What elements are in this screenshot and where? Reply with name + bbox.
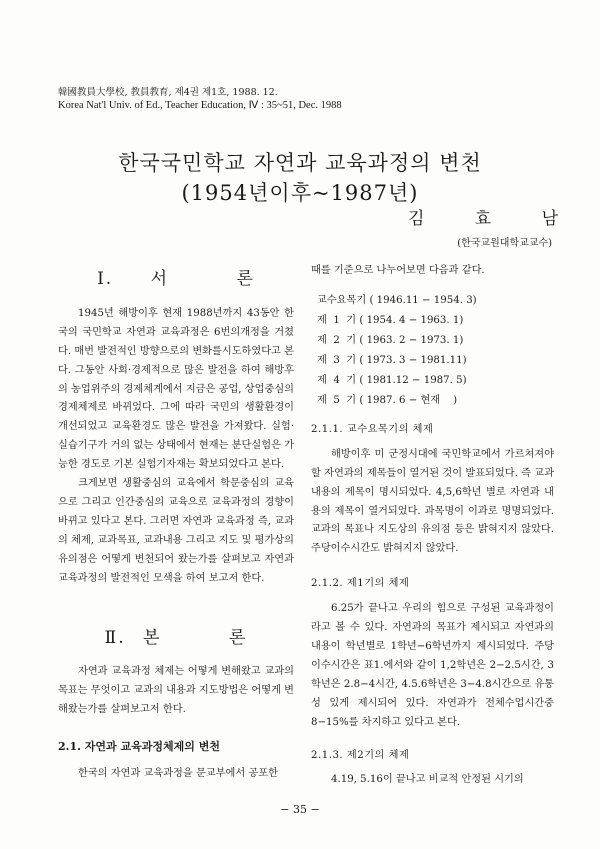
paragraph: 때를 기준으로 나누어보면 다음과 같다. — [311, 265, 485, 276]
paper-subtitle: (1954년이후~1987년) — [181, 181, 419, 205]
paragraph: 자연과 교육과정 체제는 어떻게 변해왔고 교과의 목표는 무엇이고 교과의 내용과 지도방법은 어떻게 변해왔는가를 살펴보고저 한다. — [58, 666, 294, 716]
author-char: 효 — [474, 209, 492, 229]
paragraph: 크게보면 생활중심의 교육에서 학문중심의 교육으로 그리고 인간중심의 교육으로 교육과정의 경향이 바뀌고 있다고 본다. 그러면 자연과 교육과정 즉, 교과의 체제, 교과목표, 교과내용 그리고 지도 및 평가상의 유의점은 어떻게 변천되어 왔는가를 살펴보고 자연과 교육과정의 발전적인 모색을 하여 보고저 한다. — [58, 478, 294, 584]
author-affiliation: (한국교원대학교교수) — [457, 238, 552, 249]
subsection-heading: 2.1.3. 제2기의 체제 — [311, 749, 410, 761]
left-column — [58, 262, 294, 784]
author-char: 남 — [541, 209, 558, 229]
period-item: 제 2 기 ( 1963. 2 − 1973. 1) — [317, 334, 464, 346]
section-heading-body: Ⅱ. 본 론 — [104, 627, 248, 648]
subsection-heading: 2.1.1. 교수요목기의 체제 — [311, 423, 434, 435]
author-name — [408, 204, 558, 229]
subsection-heading: 2.1.2. 제1기의 체제 — [311, 578, 410, 590]
journal-header-korean: 韓國教員大學校, 教員教育, 제4권 제1호, 1988. 12. — [58, 87, 278, 98]
period-item: 교수요목기 ( 1946.11 − 1954. 3) — [317, 294, 477, 306]
paragraph: 해방이후 미 군정시대에 국민학교에서 가르쳐져야할 자연과의 제목들이 열거된 것이 발표되었다. 즉 교과내용의 제목이 명시되었다. 4,5,6학년 별로 자연과 내용의 제목이 열거되었다. 과목명이 이과로 명명되었다. 교과의 목표나 지도상의 유의점 등은 밝혀지지 않았다. 주당이수시간도 밝혀지지 않았다. — [311, 448, 554, 555]
journal-header-english: Korea Nat'l Univ. of Ed., Teacher Education, Ⅳ : 35~51, Dec. 1988 — [58, 100, 342, 111]
section-heading-intro: Ⅰ. 서 론 — [97, 269, 255, 289]
period-item: 제 1 기 ( 1954. 4 − 1963. 1) — [317, 314, 464, 326]
period-item: 제 4 기 ( 1981.12 − 1987. 5) — [317, 374, 467, 386]
subsection-heading: 2.1. 자연과 교육과정체제의 변천 — [58, 740, 220, 754]
period-list — [311, 291, 554, 411]
paragraph: 한국의 자연과 교육과정을 문교부에서 공포한 — [78, 768, 278, 780]
period-item: 제 3 기 ( 1973. 3 − 1981.11) — [317, 354, 467, 366]
author-char: 김 — [408, 209, 425, 229]
page-number: − 35 − — [280, 803, 320, 816]
paragraph: 6.25가 끝나고 우리의 힘으로 구성된 교육과정이라고 볼 수 있다. 자연과의 목표가 제시되고 자연과의 내용이 학년별로 1학년−6학년까지 제시되었다. 주당이수시간은 표1.에서와 같이 1,2학년은 2−2.5시간, 3학년은 2.8−4시간, 4.5.6학년은 3−4.8시간으로 유통성 있게 제시되어 있다. 자연과가 전체수업시간중 8−15%를 차지하고 있다고 본다. — [311, 603, 554, 728]
paper-title: 한국국민학교 자연과 교육과정의 변천 — [118, 151, 482, 175]
right-column — [311, 262, 554, 790]
paragraph: 1945년 해방이후 현재 1988년까지 43동안 한국의 국민학교 자연과 교육과정은 6번의개정을 거쳤다. 매번 발전적인 방향으로의 변화를시도하였다고 본다. 그동안 사회·경제적으로 많은 발전을 하여 해방후의 농업위주의 경제체계에서 지금은 공업, 상업중심의 경제체제로 바뀌었다. 그에 따라 국민의 생활환경이 개선되었고 교육환경도 많은 발전을 가져왔다. 실험·실습기구가 거의 없는 상태에서 현재는 분단실험은 가능한 경도로 기본 실험기자재는 확보되었다고 본다. — [58, 307, 294, 471]
paragraph: 4.19, 5.16이 끝나고 비교적 안정된 시기의 — [331, 774, 524, 786]
period-item: 제 5 기 ( 1987. 6 − 현재 ) — [317, 394, 458, 406]
